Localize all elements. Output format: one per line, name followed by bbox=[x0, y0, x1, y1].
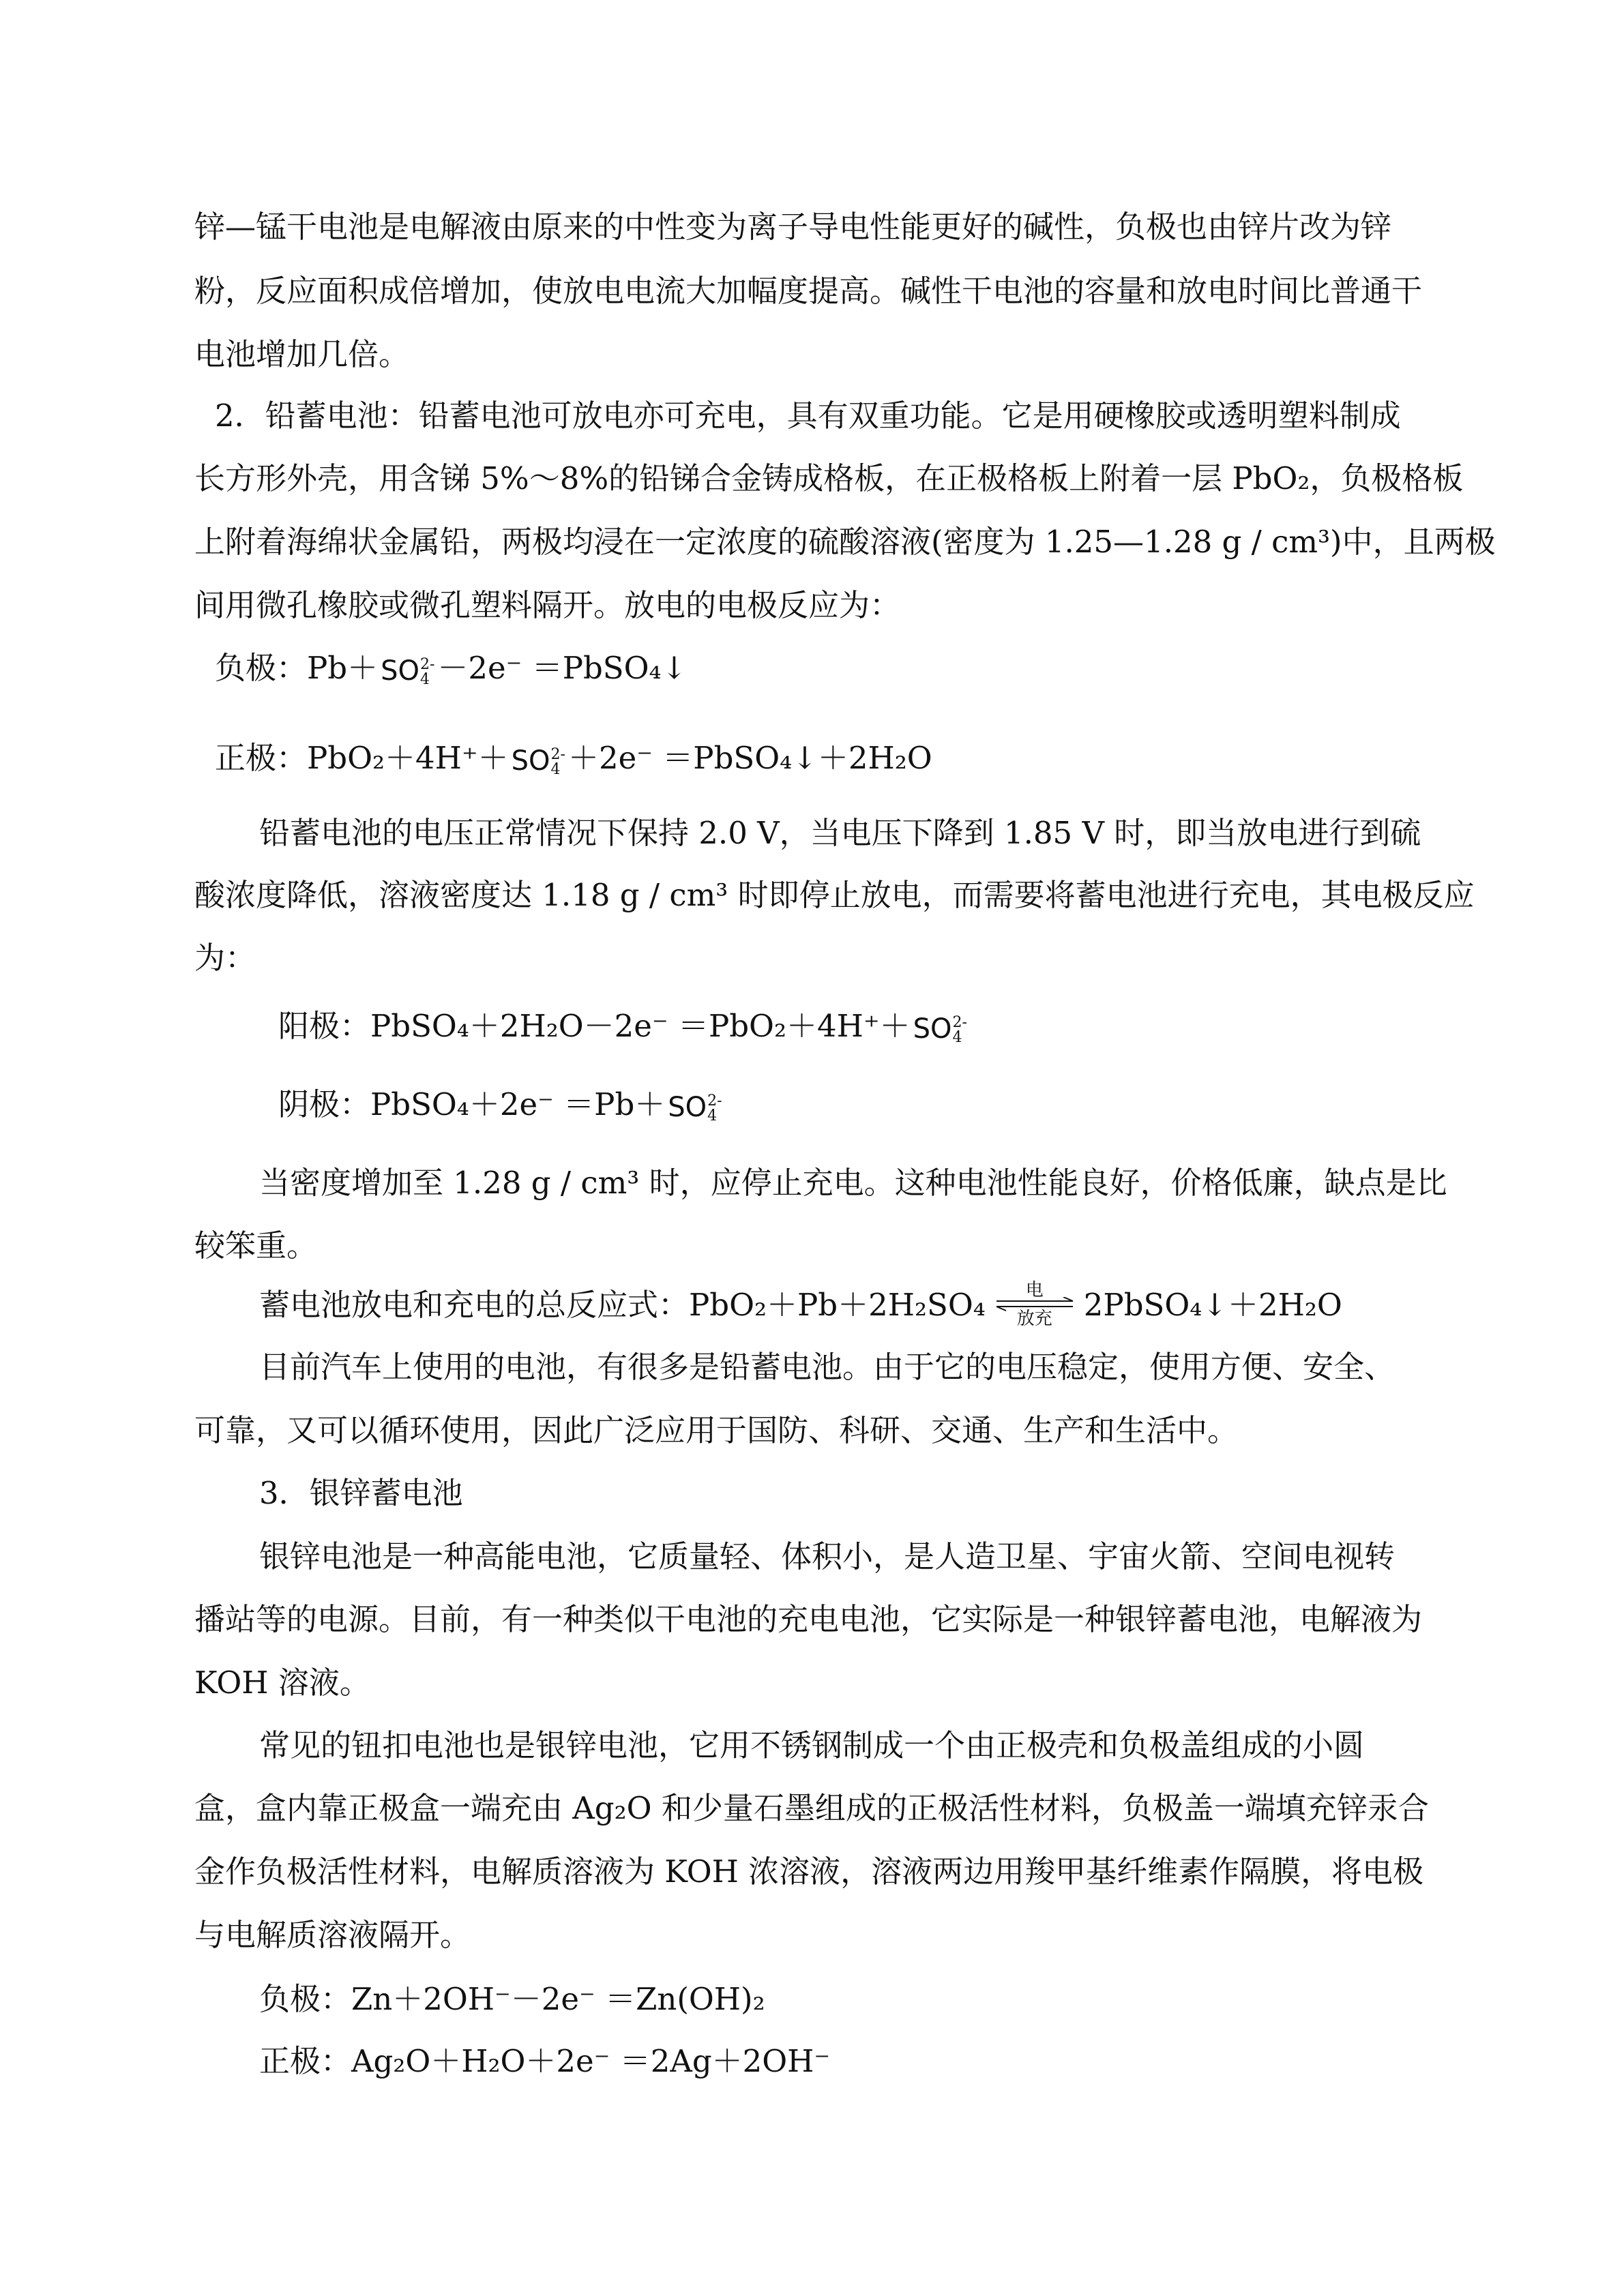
overall-reaction-left: 蓄电池放电和充电的总反应式：PbO₂＋Pb＋2H₂SO₄ bbox=[259, 1287, 986, 1323]
equation-left: 阴极：PbSO₄＋2e⁻ ＝Pb＋ bbox=[278, 1086, 666, 1122]
silver-zinc-line-3: KOH 溶液。 bbox=[194, 1665, 370, 1701]
button-cell-line-4: 与电解质溶液隔开。 bbox=[194, 1917, 471, 1953]
voltage-line-2: 酸浓度降低，溶液密度达 1.18 g / cm³ 时即停止放电，而需要将蓄电池进行充电，其电极反应 bbox=[194, 877, 1475, 913]
density-line-1: 当密度增加至 1.28 g / cm³ 时，应停止充电。这种电池性能良好，价格低廉，缺点是比 bbox=[259, 1165, 1447, 1201]
silver-zinc-heading: 3．银锌蓄电池 bbox=[259, 1475, 463, 1511]
lead-battery-line-3: 上附着海绵状金属铅，两极均浸在一定浓度的硫酸溶液(密度为 1.25—1.28 g / cm³)中，且两极 bbox=[194, 524, 1496, 560]
lead-battery-line-1: 2．铅蓄电池：铅蓄电池可放电亦可充电，具有双重功能。它是用硬橡胶或透明塑料制成 bbox=[215, 398, 1401, 434]
overall-reaction bbox=[259, 1280, 1342, 1329]
usage-line-2: 可靠，又可以循环使用，因此广泛应用于国防、科研、交通、生产和生活中。 bbox=[194, 1412, 1239, 1448]
arrow-top-label: 电 bbox=[1025, 1280, 1044, 1300]
charge-cathode-equation bbox=[278, 1084, 725, 1125]
usage-line-1: 目前汽车上使用的电池，有很多是铅蓄电池。由于它的电压稳定，使用方便、安全、 bbox=[259, 1349, 1396, 1385]
button-cell-line-3: 金作负极活性材料，电解质溶液为 KOH 浓溶液，溶液两边用羧甲基纤维素作隔膜，将电极 bbox=[194, 1853, 1424, 1890]
discharge-negative-equation bbox=[215, 648, 687, 689]
lead-battery-line-4: 间用微孔橡胶或微孔塑料隔开。放电的电极反应为： bbox=[194, 587, 901, 623]
silver-zinc-line-2: 播站等的电源。目前，有一种类似干电池的充电电池，它实际是一种银锌蓄电池，电解液为 bbox=[194, 1601, 1423, 1637]
voltage-line-3: 为： bbox=[194, 940, 256, 976]
equation-right: －2e⁻ ＝PbSO₄↓ bbox=[437, 650, 688, 686]
reversible-arrow bbox=[995, 1280, 1074, 1329]
lead-battery-line-2: 长方形外壳，用含锑 5%～8%的铅锑合金铸成格板，在正极格板上附着一层 PbO₂，负极格板 bbox=[194, 460, 1464, 496]
button-cell-line-2: 盒，盒内靠正极盒一端充由 Ag₂O 和少量石墨组成的正极活性材料，负极盖一端填充锌汞合 bbox=[194, 1790, 1429, 1826]
sulfate-ion: SO 2- 4 bbox=[668, 1092, 722, 1124]
sulfate-ion: SO 2- 4 bbox=[381, 655, 435, 688]
alkaline-line-2: 粉，反应面积成倍增加，使放电电流大加幅度提高。碱性干电池的容量和放电时间比普通干 bbox=[194, 273, 1423, 309]
sulfate-ion: SO 2- 4 bbox=[511, 745, 565, 778]
density-line-2: 较笨重。 bbox=[194, 1227, 318, 1264]
equation-left: 阳极：PbSO₄＋2H₂O－2e⁻ ＝PbO₂＋4H⁺＋ bbox=[278, 1008, 911, 1044]
silver-positive-equation: 正极：Ag₂O＋H₂O＋2e⁻ ＝2Ag＋2OH⁻ bbox=[259, 2043, 831, 2079]
silver-zinc-line-1: 银锌电池是一种高能电池，它质量轻、体积小，是人造卫星、宇宙火箭、空间电视转 bbox=[259, 1538, 1396, 1575]
overall-reaction-right: 2PbSO₄↓＋2H₂O bbox=[1083, 1287, 1342, 1323]
arrow-bottom-label: 放充 bbox=[1016, 1309, 1052, 1329]
charge-anode-equation bbox=[278, 1006, 970, 1047]
alkaline-line-3: 电池增加几倍。 bbox=[194, 336, 410, 372]
equation-right: ＋2e⁻ ＝PbSO₄↓＋2H₂O bbox=[567, 740, 932, 776]
silver-negative-equation: 负极：Zn＋2OH⁻－2e⁻ ＝Zn(OH)₂ bbox=[259, 1981, 765, 2017]
voltage-line-1: 铅蓄电池的电压正常情况下保持 2.0 V，当电压下降到 1.85 V 时，即当放电进行到硫 bbox=[259, 815, 1421, 851]
alkaline-line-1: 锌—锰干电池是电解液由原来的中性变为离子导电性能更好的碱性，负极也由锌片改为锌 bbox=[194, 209, 1392, 245]
equation-left: 负极：Pb＋ bbox=[215, 650, 379, 686]
discharge-positive-equation bbox=[215, 738, 932, 779]
sulfate-ion: SO 2- 4 bbox=[913, 1013, 967, 1046]
equation-left: 正极：PbO₂＋4H⁺＋ bbox=[215, 740, 509, 776]
button-cell-line-1: 常见的钮扣电池也是银锌电池，它用不锈钢制成一个由正极壳和负极盖组成的小圆 bbox=[259, 1727, 1365, 1763]
